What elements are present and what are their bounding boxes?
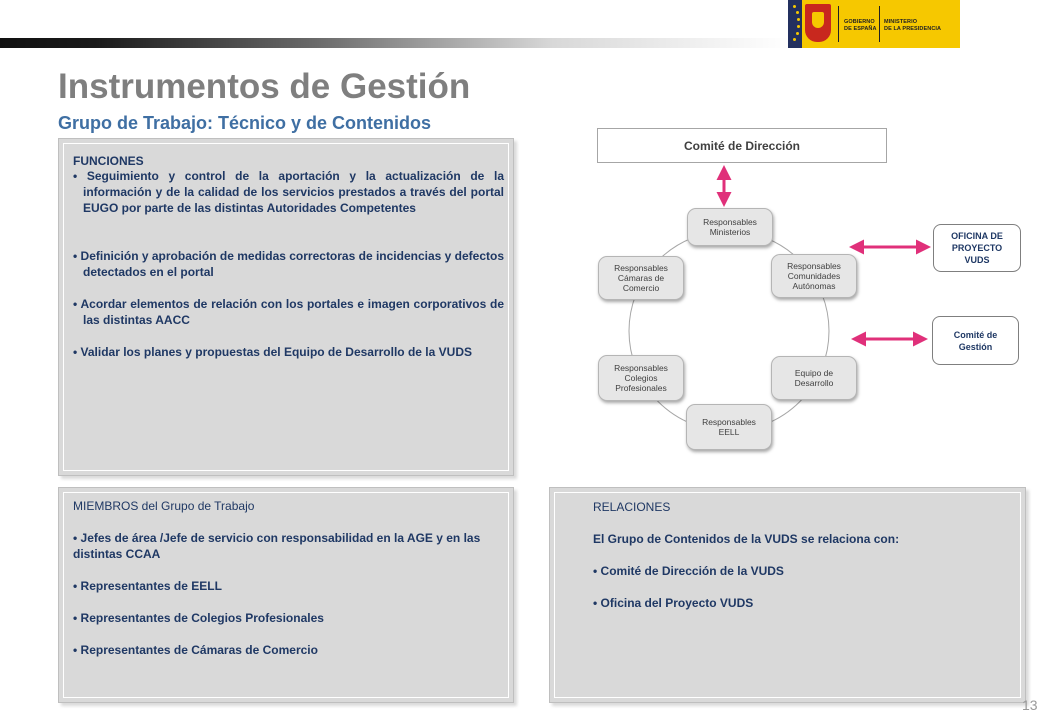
page-number: 13 xyxy=(1022,697,1038,713)
relaciones-intro: El Grupo de Contenidos de la VUDS se relaciona con: xyxy=(593,532,900,546)
comite-gestion-line: Gestión xyxy=(958,341,993,352)
funciones-heading: FUNCIONES xyxy=(73,154,144,168)
node-ministerios: Responsables Ministerios xyxy=(687,208,773,246)
logo-ministerio-text: MINISTERIO DE LA PRESIDENCIA xyxy=(884,19,942,32)
miembros-item: • Representantes de Cámaras de Comercio xyxy=(73,643,318,657)
relaciones-item: • Oficina del Proyecto VUDS xyxy=(593,596,754,610)
oficina-line: OFICINA DE xyxy=(951,231,1003,241)
node-camaras: Responsables Cámaras de Comercio xyxy=(598,256,684,300)
comite-gestion-box xyxy=(932,316,1019,365)
comite-gestion-line: Comité de xyxy=(953,329,998,340)
page-title: Instrumentos de Gestión xyxy=(58,67,471,106)
miembros-heading: MIEMBROS del Grupo de Trabajo xyxy=(73,499,255,513)
oficina-line: VUDS xyxy=(964,255,990,265)
miembros-item: • Jefes de área /Jefe de servicio con responsabilidad en la AGE y en las distintas CCAA xyxy=(73,531,481,561)
funciones-item: • Definición y aprobación de medidas correctoras de incidencias y defectos detectados en el portal xyxy=(73,249,505,279)
relaciones-heading: RELACIONES xyxy=(593,500,671,514)
node-colegios: Responsables Colegios Profesionales xyxy=(598,355,684,401)
miembros-item: • Representantes de EELL xyxy=(73,579,222,593)
funciones-item: • Acordar elementos de relación con los portales e imagen corporativos de las distintas AACC xyxy=(73,297,504,327)
node-equipo-desarrollo: Equipo de Desarrollo xyxy=(771,356,857,400)
oficina-proyecto-box xyxy=(933,224,1021,272)
node-comunidades: Responsables Comunidades Autónomas xyxy=(771,254,857,298)
comite-direccion-box: Comité de Dirección xyxy=(597,128,887,163)
relaciones-item: • Comité de Dirección de la VUDS xyxy=(593,564,784,578)
oficina-line: PROYECTO xyxy=(951,243,1003,253)
funciones-item: • Seguimiento y control de la aportación y la actualización de la información y de la calidad de los servicios prestados a través del portal EUGO por parte de las distintas Autoridades Competentes xyxy=(73,169,504,215)
node-eell: Responsables EELL xyxy=(686,404,772,450)
page-subtitle: Grupo de Trabajo: Técnico y de Contenidos xyxy=(58,113,432,133)
miembros-item: • Representantes de Colegios Profesionales xyxy=(73,611,324,625)
funciones-item: • Validar los planes y propuestas del Equipo de Desarrollo de la VUDS xyxy=(73,345,472,359)
logo-gobierno-text: GOBIERNO DE ESPAÑA xyxy=(844,19,877,32)
